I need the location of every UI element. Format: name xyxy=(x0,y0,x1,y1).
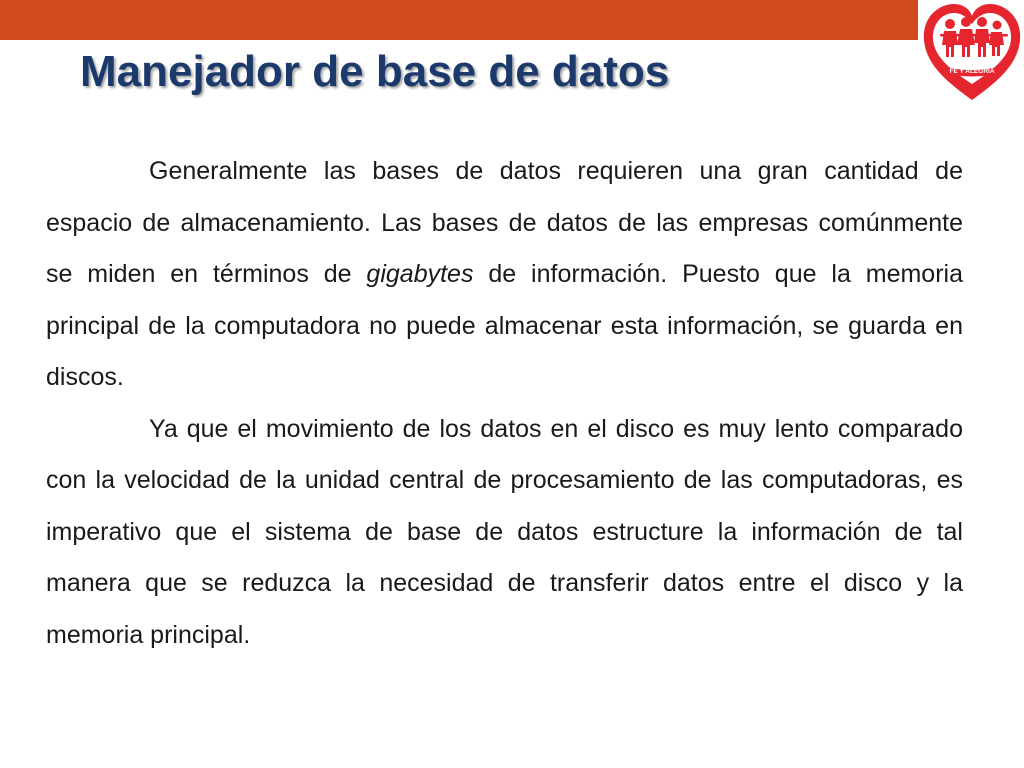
paragraph-1-italic-term: gigabytes xyxy=(366,260,474,288)
body-text xyxy=(46,146,963,661)
fe-y-alegria-logo xyxy=(920,0,1024,104)
paragraph-2: Ya que el movimiento de los datos en el disco es muy lento comparado con la velocidad de la unidad central de procesamiento de las computadoras, es imperativo que el sistema de base de datos estructure la información de tal manera que se reduzca la necesidad de transferir datos entre el disco y la memoria principal. xyxy=(46,414,963,649)
paragraph-1-part-2: de información. Puesto que la memoria principal de la computadora no puede almacenar esta información, se guarda en discos. xyxy=(46,260,963,391)
paragraph-1-part-1: Generalmente las bases de datos requieren una gran cantidad de espacio de almacenamiento. Las bases de datos de las empresas comúnmente se miden en términos de xyxy=(46,157,963,288)
paragraph-1 xyxy=(46,146,963,404)
top-accent-bar xyxy=(0,0,918,40)
slide-title: Manejador de base de datos xyxy=(80,47,670,96)
logo-text: FE Y ALEGRIA xyxy=(949,68,995,75)
